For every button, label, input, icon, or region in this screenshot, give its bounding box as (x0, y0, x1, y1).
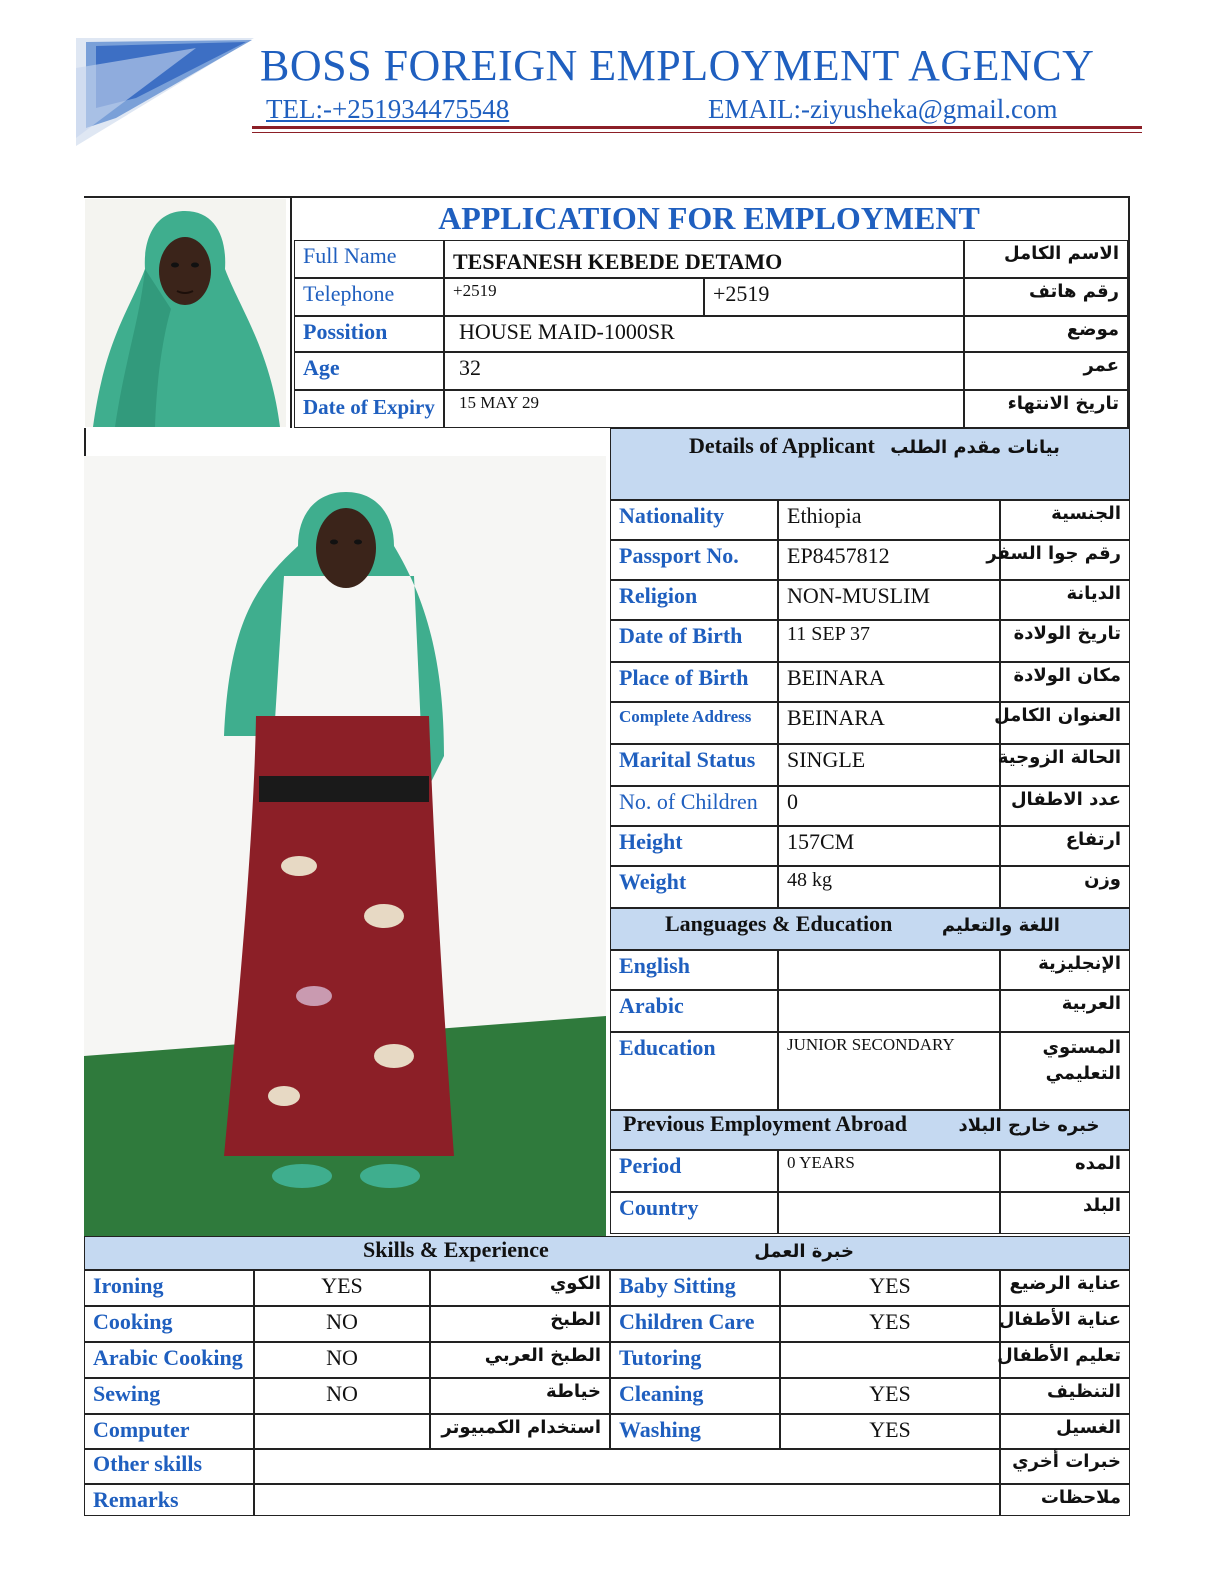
arabic-value (778, 990, 1000, 1032)
details-label: No. of Children (610, 786, 778, 826)
skill-value: YES (780, 1414, 1000, 1450)
skill-label-ar: خياطة (430, 1378, 610, 1414)
photo-frame-top (84, 196, 290, 198)
details-label-ar: الجنسية (1000, 500, 1130, 540)
age-value: 32 (444, 352, 964, 390)
skill-label-ar: استخدام الكمبيوتر (430, 1414, 610, 1450)
skill-value: YES (780, 1378, 1000, 1414)
ar-remarks: ملاحظات (1000, 1484, 1130, 1516)
details-value: 157CM (778, 826, 1000, 866)
full-name-value: TESFANESH KEBEDE DETAMO (444, 240, 964, 278)
passport-photo (85, 199, 286, 427)
label-period: Period (610, 1150, 778, 1192)
label-telephone: Telephone (294, 278, 444, 316)
header-rule (252, 126, 1142, 129)
position-value: HOUSE MAID-1000SR (444, 316, 964, 352)
details-label: Marital Status (610, 744, 778, 786)
label-remarks: Remarks (84, 1484, 254, 1516)
details-title: Details of Applicant (689, 433, 875, 458)
ar-education: المستوي التعليمي (1000, 1032, 1130, 1110)
details-label-ar: وزن (1000, 866, 1130, 908)
photo-frame-divider (290, 196, 292, 428)
skill-label: Sewing (84, 1378, 254, 1414)
previous-title-ar: خبره خارج البلاد (958, 1115, 1100, 1136)
skill-label-ar: عناية الأطفال (1000, 1306, 1130, 1342)
skill-label: Cooking (84, 1306, 254, 1342)
details-label-ar: العنوان الكامل (1000, 702, 1130, 744)
ar-age: عمر (964, 352, 1128, 390)
ar-english: الإنجليزية (1000, 950, 1130, 990)
ar-country: البلد (1000, 1192, 1130, 1234)
skill-label-ar: عناية الرضيع (1000, 1270, 1130, 1306)
ar-position: موضع (964, 316, 1128, 352)
details-value: Ethiopia (778, 500, 1000, 540)
skill-label: Tutoring (610, 1342, 780, 1378)
skill-label: Arabic Cooking (84, 1342, 254, 1378)
details-label: Passport No. (610, 540, 778, 580)
agency-name: BOSS FOREIGN EMPLOYMENT AGENCY (260, 41, 1095, 90)
full-body-photo (84, 456, 606, 1236)
details-label: Date of Birth (610, 620, 778, 662)
languages-title-ar: اللغة والتعليم (941, 915, 1060, 936)
title-top-border (292, 196, 1130, 198)
label-arabic: Arabic (610, 990, 778, 1032)
ar-period: المده (1000, 1150, 1130, 1192)
details-title-ar: بيانات مقدم الطلب (890, 437, 1060, 458)
agency-email: EMAIL:-ziyusheka@gmail.com (708, 94, 1058, 124)
previous-title: Previous Employment Abroad (623, 1111, 907, 1136)
details-label-ar: الديانة (1000, 580, 1130, 620)
title-right-border (1128, 196, 1130, 428)
label-education: Education (610, 1032, 778, 1110)
details-label-ar: عدد الاطفال (1000, 786, 1130, 826)
previous-section-header (610, 1110, 1130, 1150)
details-label-ar: تاريخ الولادة (1000, 620, 1130, 662)
details-label-ar: مكان الولادة (1000, 662, 1130, 702)
label-english: English (610, 950, 778, 990)
skill-value: YES (254, 1270, 430, 1306)
details-label: Complete Address (610, 702, 778, 744)
skill-label: Computer (84, 1414, 254, 1450)
english-value (778, 950, 1000, 990)
skill-value: NO (254, 1306, 430, 1342)
details-label: Place of Birth (610, 662, 778, 702)
ar-telephone: رقم هاتف (964, 278, 1128, 316)
details-label: Height (610, 826, 778, 866)
skills-title: Skills & Experience (363, 1237, 549, 1262)
details-label: Religion (610, 580, 778, 620)
details-value: NON-MUSLIM (778, 580, 1000, 620)
languages-title: Languages & Education (665, 911, 893, 936)
details-label-ar: رقم جوا السفر (1000, 540, 1130, 580)
period-value: 0 YEARS (778, 1150, 1000, 1192)
skill-label: Cleaning (610, 1378, 780, 1414)
details-value: 0 (778, 786, 1000, 826)
skill-value: YES (780, 1306, 1000, 1342)
education-value: JUNIOR SECONDARY (778, 1032, 1000, 1110)
details-value: BEINARA (778, 702, 1000, 744)
skill-label: Ironing (84, 1270, 254, 1306)
skill-label-ar: تعليم الأطفال (1000, 1342, 1130, 1378)
ar-full-name: الاسم الكامل (964, 240, 1128, 278)
skill-label-ar: الطبخ (430, 1306, 610, 1342)
ar-other-skills: خبرات أخري (1000, 1448, 1130, 1484)
languages-section-header (610, 908, 1130, 950)
remarks-value (254, 1484, 1000, 1516)
skills-title-ar: خبرة العمل (754, 1241, 854, 1262)
skill-value: NO (254, 1342, 430, 1378)
details-value: 48 kg (778, 866, 1000, 908)
details-value: SINGLE (778, 744, 1000, 786)
details-label: Nationality (610, 500, 778, 540)
skill-value (780, 1342, 1000, 1378)
other-skills-value (254, 1448, 1000, 1484)
details-label: Weight (610, 866, 778, 908)
ar-date-of-expiry: تاريخ الانتهاء (964, 390, 1128, 428)
label-age: Age (294, 352, 444, 390)
skill-label-ar: الطبخ العربي (430, 1342, 610, 1378)
skills-section-header (84, 1236, 1130, 1270)
details-value: BEINARA (778, 662, 1000, 702)
label-date-of-expiry: Date of Expiry (294, 390, 444, 428)
label-other-skills: Other skills (84, 1448, 254, 1484)
label-country: Country (610, 1192, 778, 1234)
form-title: APPLICATION FOR EMPLOYMENT (438, 200, 980, 236)
left-frame-line (84, 428, 86, 458)
skill-value: NO (254, 1378, 430, 1414)
label-position: Possition (294, 316, 444, 352)
telephone-value-1: +2519 (444, 278, 704, 316)
expiry-value: 15 MAY 29 (444, 390, 964, 428)
skill-label: Children Care (610, 1306, 780, 1342)
details-value: EP8457812 (778, 540, 1000, 580)
label-full-name: Full Name (294, 240, 444, 278)
ar-arabic: العربية (1000, 990, 1130, 1032)
country-value (778, 1192, 1000, 1234)
agency-logo (76, 38, 254, 146)
skill-label: Baby Sitting (610, 1270, 780, 1306)
skill-label: Washing (610, 1414, 780, 1450)
details-section-header (610, 428, 1130, 500)
skill-label-ar: الغسيل (1000, 1414, 1130, 1450)
skill-label-ar: التنظيف (1000, 1378, 1130, 1414)
details-label-ar: الحالة الزوجية (1000, 744, 1130, 786)
details-label-ar: ارتفاع (1000, 826, 1130, 866)
header-rule-thin (252, 132, 1142, 133)
agency-phone-link[interactable]: TEL:-+251934475548 (266, 94, 510, 124)
details-value: 11 SEP 37 (778, 620, 1000, 662)
telephone-value-2: +2519 (704, 278, 964, 316)
skill-value: YES (780, 1270, 1000, 1306)
skill-value (254, 1414, 430, 1450)
skill-label-ar: الكوي (430, 1270, 610, 1306)
